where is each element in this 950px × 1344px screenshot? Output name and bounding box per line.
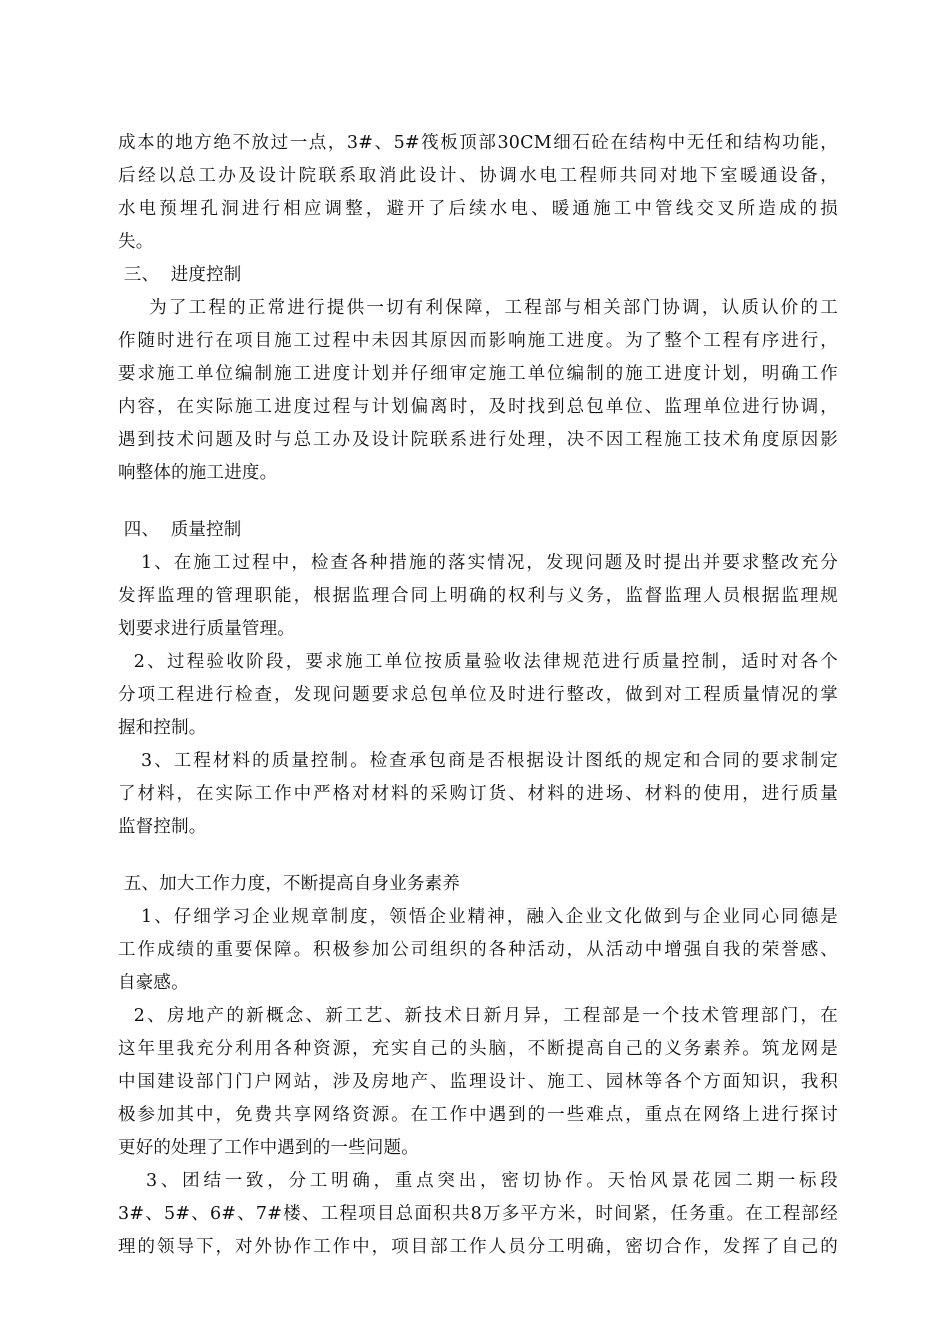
text-line: 握和控制。 (118, 718, 207, 738)
text-line: 3、团结一致，分工明确，重点突出，密切协作。天怡风景花园二期一标段 (118, 1171, 838, 1191)
text-line: 成本的地方绝不放过一点，3#、5#筏板顶部30CM细石砼在结构中无任和结构功能， (118, 133, 838, 153)
text-line: 2、过程验收阶段，要求施工单位按质量验收法律规范进行质量控制，适时对各个 (118, 652, 838, 672)
text-line: 发挥监理的管理职能，根据监理合同上明确的权利与义务，监督监理人员根据监理规 (118, 586, 838, 606)
text-line: 分项工程进行检查，发现问题要求总包单位及时进行整改，做到对工程质量情况的掌 (118, 685, 838, 705)
section-heading: 五、加大工作力度，不断提高自身业务素养 (118, 874, 461, 894)
text-line: 极参加其中，免费共享网络资源。在工作中遇到的一些难点，重点在网络上进行探讨 (118, 1105, 838, 1125)
text-line: 后经以总工办及设计院联系取消此设计、协调水电工程师共同对地下室暖通设备， (118, 166, 838, 186)
text-line: 监督控制。 (118, 817, 207, 837)
text-line: 1、在施工过程中，检查各种措施的落实情况，发现问题及时提出并要求整改充分 (118, 553, 838, 573)
text-line: 失。 (118, 232, 154, 252)
text-line: 作随时进行在项目施工过程中未因其原因而影响施工进度。为了整个工程有序进行， (118, 331, 838, 351)
text-line: 内容，在实际施工进度过程与计划偏离时，及时找到总包单位、监理单位进行协调， (118, 397, 838, 417)
text-line: 要求施工单位编制施工进度计划并仔细审定施工单位编制的施工进度计划，明确工作 (118, 364, 838, 384)
text-line: 3、工程材料的质量控制。检查承包商是否根据设计图纸的规定和合同的要求制定 (118, 751, 838, 771)
text-line: 了材料，在实际工作中严格对材料的采购订货、材料的进场、材料的使用，进行质量 (118, 784, 838, 804)
text-line: 水电预埋孔洞进行相应调整，避开了后续水电、暖通施工中管线交叉所造成的损 (118, 199, 838, 219)
text-line: 理的领导下，对外协作工作中，项目部工作人员分工明确，密切合作，发挥了自己的 (118, 1237, 838, 1257)
text-line: 为了工程的正常进行提供一切有利保障，工程部与相关部门协调，认质认价的工 (118, 298, 838, 318)
text-line: 遇到技术问题及时与总工办及设计院联系进行处理，决不因工程施工技术角度原因影 (118, 430, 838, 450)
text-line: 3#、5#、6#、7#楼、工程项目总面积共8万多平方米，时间紧，任务重。在工程部经 (118, 1204, 838, 1224)
text-line: 响整体的施工进度。 (118, 463, 278, 483)
text-line: 这年里我充分利用各种资源，充实自己的头脑，不断提高自己的义务素养。筑龙网是 (118, 1039, 838, 1059)
text-line: 更好的处理了工作中遇到的一些问题。 (118, 1138, 419, 1158)
section-heading: 三、 进度控制 (118, 265, 242, 285)
text-line: 1、仔细学习企业规章制度，领悟企业精神，融入企业文化做到与企业同心同德是 (118, 907, 838, 927)
section-heading: 四、 质量控制 (118, 520, 242, 540)
text-line: 2、房地产的新概念、新工艺、新技术日新月异，工程部是一个技术管理部门，在 (118, 1006, 838, 1026)
text-line: 自豪感。 (118, 973, 189, 993)
text-line: 工作成绩的重要保障。积极参加公司组织的各种活动，从活动中增强自我的荣誉感、 (118, 940, 838, 960)
text-line: 中国建设部门门户网站，涉及房地产、监理设计、施工、园林等各个方面知识，我积 (118, 1072, 838, 1092)
text-line: 划要求进行质量管理。 (118, 619, 295, 639)
